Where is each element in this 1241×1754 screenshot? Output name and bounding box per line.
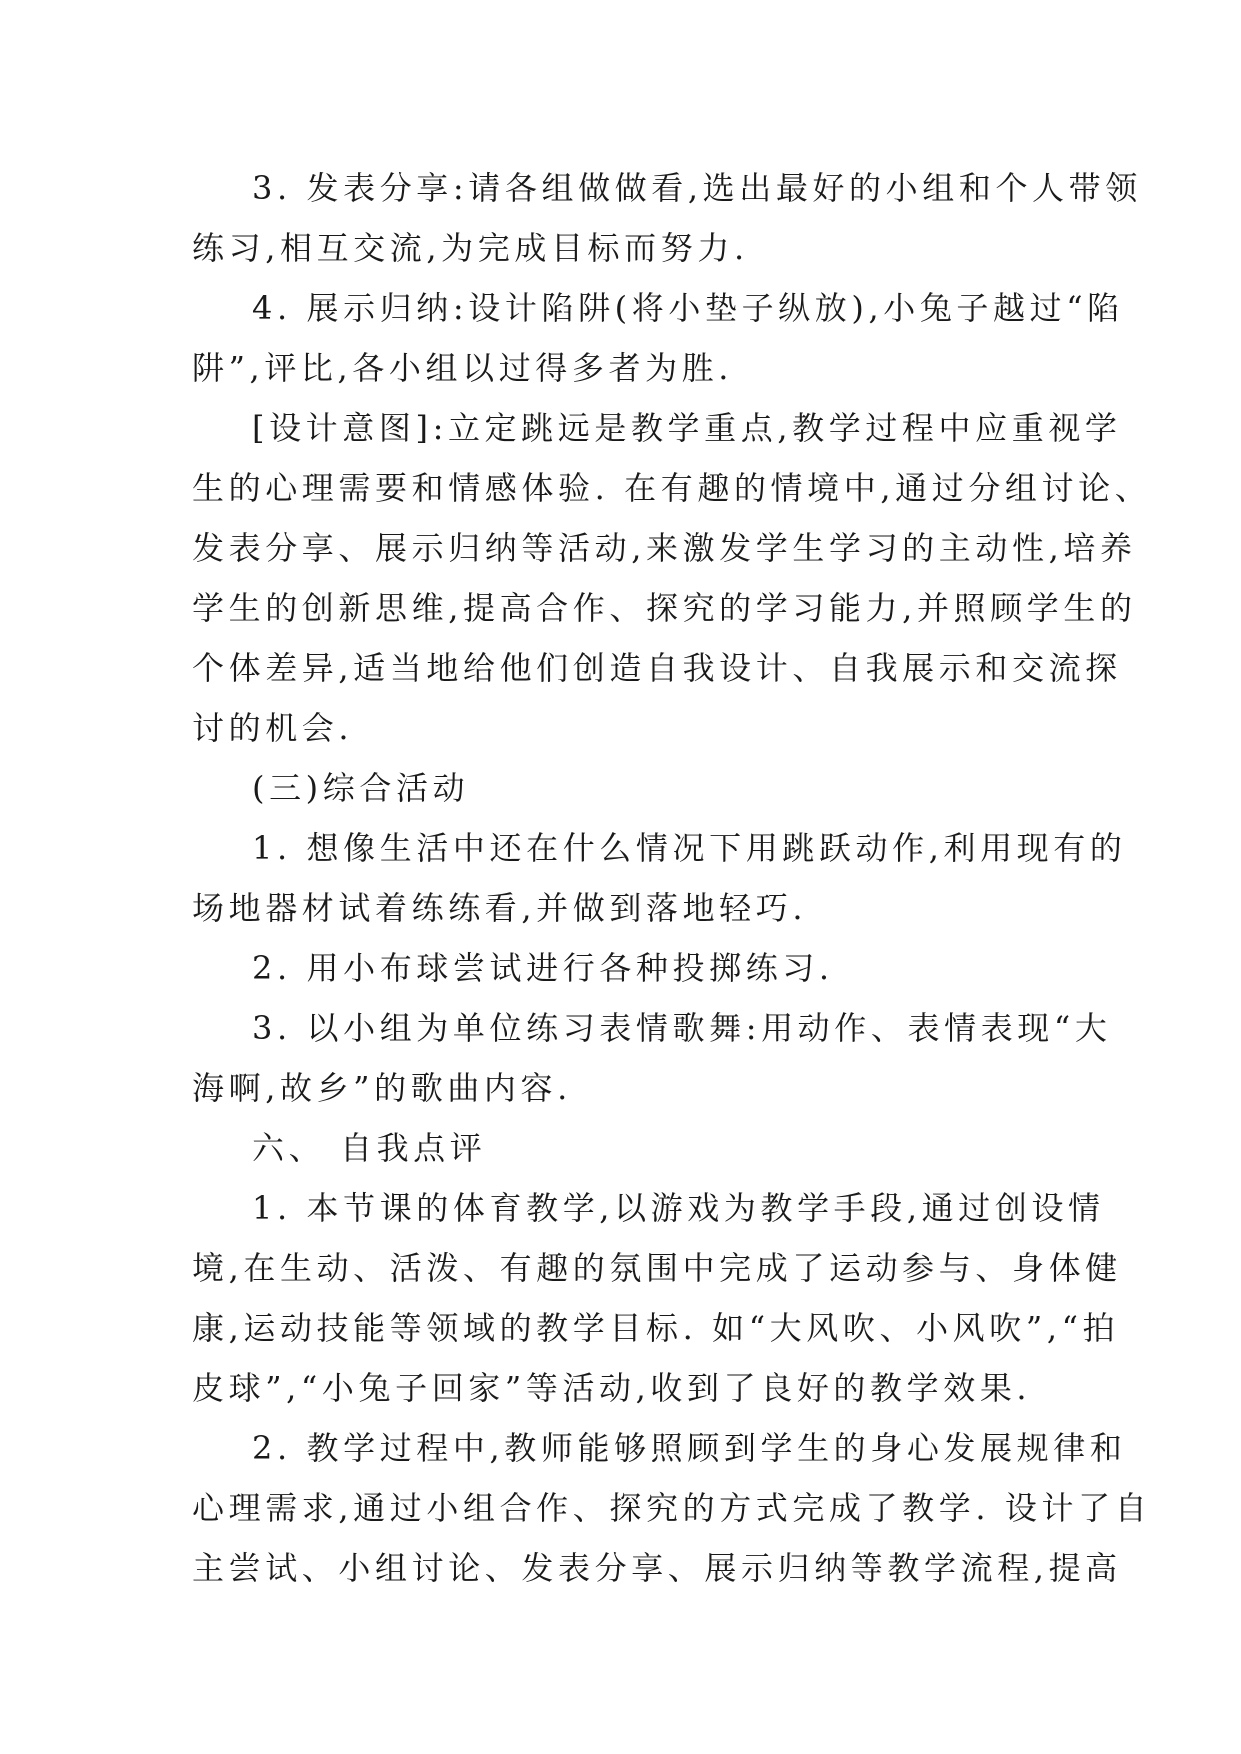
paragraph-line: 2. 用小布球尝试进行各种投掷练习. [252, 949, 834, 987]
paragraph-line: 康,运动技能等领域的教学目标. 如“大风吹、小风吹”,“拍 [192, 1309, 1120, 1347]
paragraph-line: 1. 本节课的体育教学,以游戏为教学手段,通过创设情 [252, 1189, 1105, 1227]
paragraph-line: 2. 教学过程中,教师能够照顾到学生的身心发展规律和 [252, 1429, 1127, 1467]
paragraph-line: 心理需求,通过小组合作、探究的方式完成了教学. 设计了自 [192, 1489, 1152, 1527]
paragraph-line: 境,在生动、活泼、有趣的氛围中完成了运动参与、身体健 [192, 1249, 1122, 1287]
paragraph-line: 发表分享、展示归纳等活动,来激发学生学习的主动性,培养 [192, 529, 1137, 567]
paragraph-line: 1. 想像生活中还在什么情况下用跳跃动作,利用现有的 [252, 829, 1127, 867]
paragraph-line: 3. 以小组为单位练习表情歌舞:用动作、表情表现“大 [252, 1009, 1112, 1047]
paragraph-line: 3. 发表分享:请各组做做看,选出最好的小组和个人带领 [252, 169, 1142, 207]
paragraph-line: 场地器材试着练练看,并做到落地轻巧. [192, 889, 808, 927]
paragraph-line: [设计意图]:立定跳远是教学重点,教学过程中应重视学 [252, 409, 1122, 447]
paragraph-line: 皮球”,“小兔子回家”等活动,收到了良好的教学效果. [192, 1369, 1032, 1407]
paragraph-line: 生的心理需要和情感体验. 在有趣的情境中,通过分组讨论、 [192, 469, 1152, 507]
paragraph-line: 主尝试、小组讨论、发表分享、展示归纳等教学流程,提高 [192, 1549, 1122, 1587]
paragraph-line: 海啊,故乡”的歌曲内容. [192, 1069, 572, 1107]
paragraph-line: 讨的机会. [192, 709, 354, 747]
section-heading: 六、 自我点评 [252, 1129, 487, 1167]
paragraph-line: 阱”,评比,各小组以过得多者为胜. [192, 349, 734, 387]
paragraph-line: 学生的创新思维,提高合作、探究的学习能力,并照顾学生的 [192, 589, 1137, 627]
paragraph-line: 个体差异,适当地给他们创造自我设计、自我展示和交流探 [192, 649, 1122, 687]
paragraph-line: 练习,相互交流,为完成目标而努力. [192, 229, 749, 267]
section-heading: (三)综合活动 [252, 769, 470, 807]
paragraph-line: 4. 展示归纳:设计陷阱(将小垫子纵放),小兔子越过“陷 [252, 289, 1124, 327]
